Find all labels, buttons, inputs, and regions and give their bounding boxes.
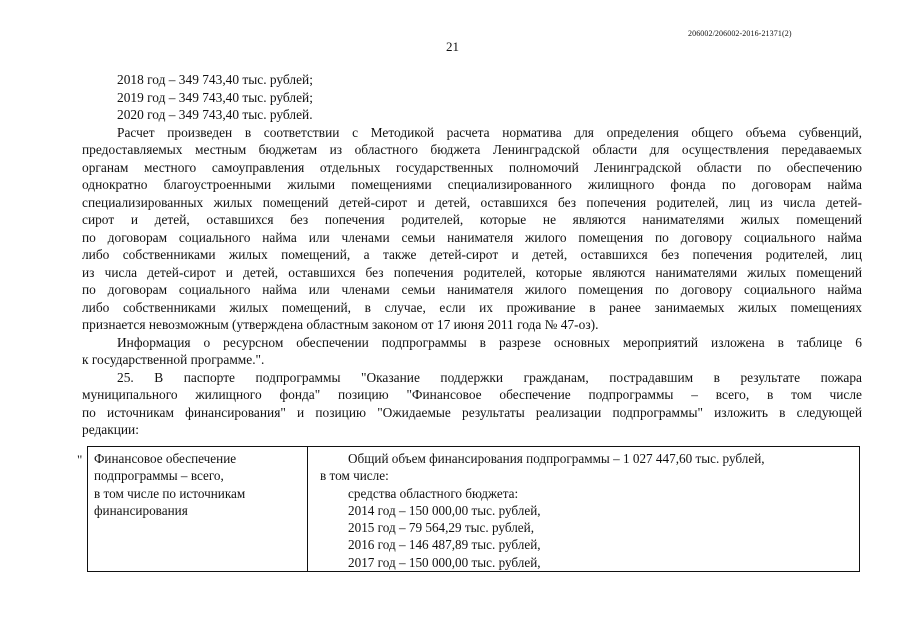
paragraph-line: к государственной программе.". bbox=[82, 352, 265, 367]
paragraph-line: признается невозможным (утверждена областным законом от 17 июня 2011 года № 47-оз). bbox=[82, 317, 599, 332]
label-line: Финансовое обеспечение bbox=[94, 451, 237, 466]
document-body bbox=[82, 71, 862, 439]
paragraph-line: редакции: bbox=[82, 422, 139, 437]
year-amount-line: 2017 год – 150 000,00 тыс. рублей, bbox=[348, 554, 541, 570]
paragraph-line: из числа детей-сирот и детей, оставшихся без попечения родителей, которые являются нанимателями жилых помещений bbox=[82, 264, 862, 280]
financing-table bbox=[87, 446, 860, 572]
open-quote-mark: " bbox=[77, 452, 83, 467]
paragraph-line: по договорам социального найма или членами семьи нанимателя жилого помещения по договору социального найма bbox=[82, 282, 862, 297]
paragraph-line: специализированных жилых помещений детей-сирот и детей, оставшихся без попечения родителей, лиц из числа детей- bbox=[82, 194, 862, 210]
table-row bbox=[88, 447, 860, 572]
year-line: 2020 год – 349 743,40 тыс. рублей. bbox=[117, 107, 313, 122]
paragraph-line: однократно благоустроенными жилыми помещениями специализированного жилищного фонда по договорам найма bbox=[82, 177, 862, 192]
including-line: в том числе: bbox=[320, 468, 389, 484]
table-cell-value bbox=[308, 447, 860, 572]
paragraph-line: сирот и детей, оставшихся без попечения родителей, которые не являются нанимателями жилых помещений bbox=[82, 212, 862, 227]
paragraph-line: предоставляемых местным бюджетам из областного бюджета Ленинградской области для осуществления передаваемых bbox=[82, 142, 862, 157]
total-line: Общий объем финансирования подпрограммы – 1 027 447,60 тыс. рублей, bbox=[348, 451, 765, 466]
year-amount-line: 2016 год – 146 487,89 тыс. рублей, bbox=[348, 537, 541, 553]
year-amount-line: 2015 год – 79 564,29 тыс. рублей, bbox=[348, 520, 534, 536]
paragraph-line: Информация о ресурсном обеспечении подпрограммы в разрезе основных мероприятий изложена в таблице 6 bbox=[117, 334, 862, 350]
year-line: 2019 год – 349 743,40 тыс. рублей; bbox=[117, 89, 313, 105]
label-line: финансирования bbox=[94, 502, 188, 518]
page-number: 21 bbox=[446, 39, 459, 54]
paragraph-line: либо собственниками жилых помещений, а также детей-сирот и детей, оставшихся без попечения родителей, лиц bbox=[82, 247, 862, 262]
paragraph-line: по источникам финансирования" и позицию "Ожидаемые результаты реализации подпрограммы" изложить в следующей bbox=[82, 404, 862, 420]
paragraph-line: Расчет произведен в соответствии с Методикой расчета норматива для определения общего объема субвенций, bbox=[117, 124, 862, 140]
paragraph-line: либо собственниками жилых помещений, в случае, если их проживание в ранее занимаемых жилых помещениях bbox=[82, 299, 862, 315]
label-line: подпрограммы – всего, bbox=[94, 468, 224, 484]
document-id: 206002/206002-2016-21371(2) bbox=[688, 29, 792, 38]
table-cell-label bbox=[88, 447, 308, 572]
source-line: средства областного бюджета: bbox=[348, 485, 519, 501]
paragraph-line: муниципального жилищного фонда" позицию "Финансовое обеспечение подпрограммы – всего, в том числе bbox=[82, 387, 862, 402]
label-line: в том числе по источникам bbox=[94, 485, 246, 501]
year-amount-line: 2014 год – 150 000,00 тыс. рублей, bbox=[348, 502, 541, 518]
paragraph-line: по договорам социального найма или членами семьи нанимателя жилого помещения по договору социального найма bbox=[82, 229, 862, 245]
paragraph-line: 25. В паспорте подпрограммы "Оказание поддержки гражданам, пострадавшим в результате пожара bbox=[117, 369, 862, 385]
year-line: 2018 год – 349 743,40 тыс. рублей; bbox=[117, 72, 313, 87]
paragraph-line: органам местного самоуправления отдельных государственных полномочий Ленинградской области по обеспечению bbox=[82, 159, 862, 175]
